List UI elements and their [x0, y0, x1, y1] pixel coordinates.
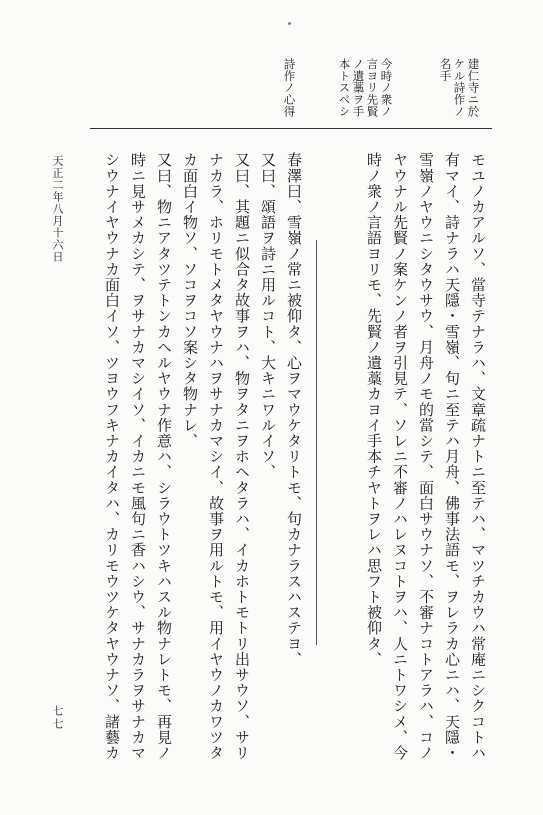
footer-date: 天正二年八月十六日	[51, 155, 64, 263]
body-column-3: 雪嶺ノヤウニシタウサウ、月舟ノモ的當シテ、面白サウナソ、不審ナコトアラハ、コノ	[417, 152, 435, 761]
section-break-line	[316, 240, 317, 645]
body-column-4: ヤウナル先賢ノ案ケンノ者ヲ引見テ、ソレニ不審ノハレヌコトヲハ、人ニトワシメ、今	[391, 152, 409, 761]
crease-mark	[288, 22, 291, 25]
headnote-line-1: 建仁寺ニ於	[466, 58, 481, 117]
body-column-6: 春澤曰、雪嶺ノ常ニ被仰タ、心ヲマウケタリトモ、句カナラスハステヨ、	[285, 152, 303, 667]
body-column-1: モユノカアルソ、當寺テナラハ、文章疏ナトニ至テハ、マツチカウハ常庵ニシクコトハ	[469, 152, 487, 761]
body-column-7: 又曰、頌語ヲ詩ニ用ルコト、大キニワルイソ、	[259, 152, 277, 480]
body-column-10: カ面白イ物ソ、ソコヲコソ案シタ物ナレ、	[181, 152, 199, 449]
body-column-2: 有マイ、詩ナラハ天隱・雪嶺、句ニ至テハ月舟、佛事法語モ、ヲレラカ心ニハ、天隱・	[443, 152, 461, 761]
page-number: 七七	[51, 705, 64, 731]
body-column-13: シウナイヤウナカ面白イソ、ツヨウフキナカイタハ、カリモウツケタヤウナソ、諸藝カ	[103, 152, 121, 761]
headnote-sub: 詩作ノ心得	[282, 58, 297, 117]
headnote-line-7: 本トスベシ	[337, 58, 352, 117]
body-column-11: 又曰、物ニアタツテトンカヘルヤウナ作意ハ、シラウトツキハスル物ナレトモ、再見ノ	[155, 152, 173, 761]
body-column-5: 時ノ衆ノ言語ヨリモ、先賢ノ遺藁カヨイ手本チヤトヲレハ思フト被仰タ、	[365, 152, 383, 667]
header-rule	[90, 128, 492, 129]
headnote-line-5: 言ヨリ先賢	[365, 58, 380, 117]
headnote-line-3: 名手	[438, 58, 453, 82]
body-column-9: ナカラ、ホリモトメタヤウナハヲサナカマシイ、故事ヲ用ルトモ、用イヤウノカワツタ	[207, 152, 225, 761]
headnote-line-2: ケル詩作ノ	[452, 58, 467, 117]
headnote-line-4: 今時ノ衆ノ	[379, 58, 394, 117]
body-column-12: 時ニ見サメカシテ、ヲサナカマシイソ、イカニモ風句ニ香ハシウ、サナカラヲサナカマ	[129, 152, 147, 761]
body-column-8: 又曰、其題ニ似合タ故事ヲハ、物ヲタニヲホヘタラハ、イカホトモトリ出サウソ、サリ	[233, 152, 251, 761]
headnote-line-6: ノ遺藁ヲ手	[351, 58, 366, 117]
